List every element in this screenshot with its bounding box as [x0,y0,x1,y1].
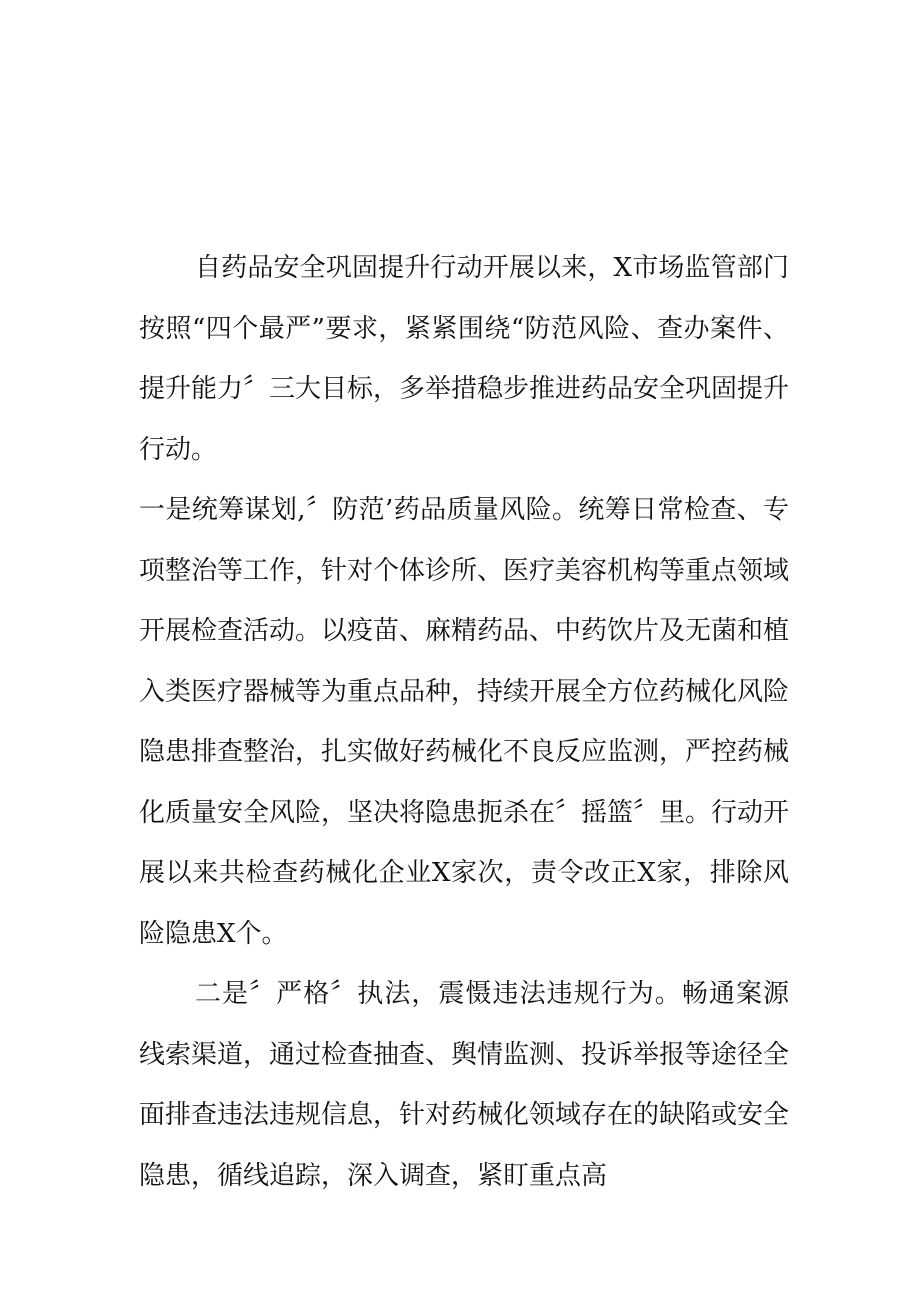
document-body [139,238,789,1206]
paragraph-intro: 自药品安全巩固提升行动开展以来，X市场监管部门按照“四个最严”要求，紧紧围绕“防范风险、查办案件、提升能力〞三大目标，多举措稳步推进药品安全巩固提升行动。 [139,253,790,465]
paragraph-point-one: 一是统筹谋划,〞防范’药品质量风险。统筹日常检查、专项整治等工作，针对个体诊所、医疗美容机构等重点领域开展检查活动。以疫苗、麻精药品、中药饮片及无菌和植入类医疗器械等为重点品种，持续开展全方位药械化风险隐患排查整治，扎实做好药械化不良反应监测，严控药械化质量安全风险，坚决将隐患扼杀在〞摇篮〞里。行动开展以来共检查药械化企业X家次，责令改正X家，排除风险隐患X个。 [139,495,790,949]
paragraph-point-two: 二是〞严格〞执法，震慑违法违规行为。畅通案源线索渠道，通过检查抽查、舆情监测、投诉举报等途径全面排查违法违规信息，针对药械化领域存在的缺陷或安全隐患，循线追踪，深入调查，紧盯重点高 [139,979,790,1191]
